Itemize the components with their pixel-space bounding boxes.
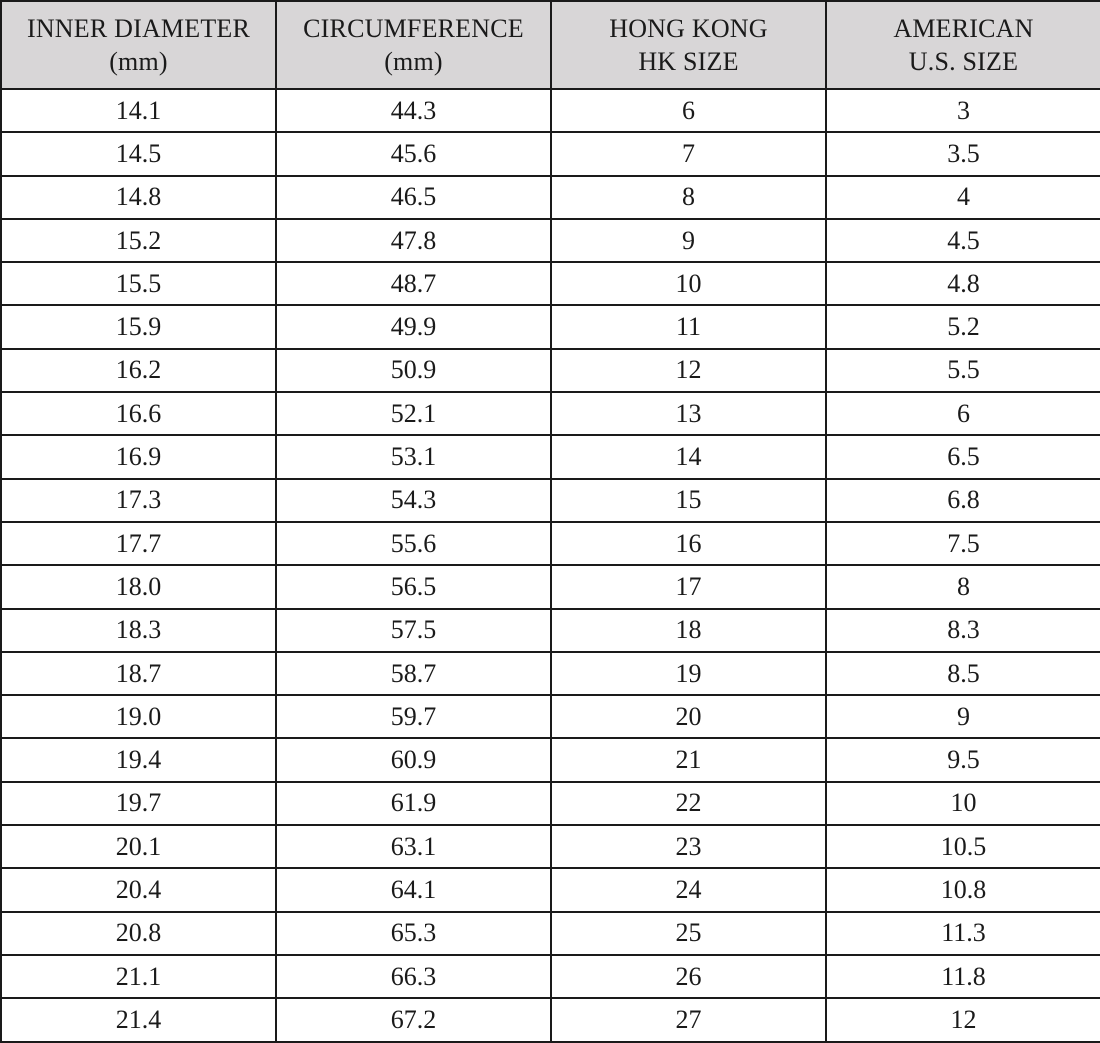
cell-us-size: 10.8 <box>826 868 1100 911</box>
cell-inner-diameter: 14.8 <box>1 176 276 219</box>
cell-inner-diameter: 20.1 <box>1 825 276 868</box>
cell-hk-size: 15 <box>551 479 826 522</box>
table-header <box>1 1 1100 89</box>
cell-hk-size: 17 <box>551 565 826 608</box>
cell-circumference: 55.6 <box>276 522 551 565</box>
cell-us-size: 6.8 <box>826 479 1100 522</box>
table-row <box>1 652 1100 695</box>
cell-us-size: 8.3 <box>826 609 1100 652</box>
table-row <box>1 176 1100 219</box>
table-row <box>1 305 1100 348</box>
cell-us-size: 6 <box>826 392 1100 435</box>
cell-us-size: 5.5 <box>826 349 1100 392</box>
table-row <box>1 998 1100 1041</box>
cell-hk-size: 8 <box>551 176 826 219</box>
table-row <box>1 738 1100 781</box>
cell-inner-diameter: 21.1 <box>1 955 276 998</box>
cell-inner-diameter: 15.2 <box>1 219 276 262</box>
table-row <box>1 89 1100 132</box>
cell-circumference: 49.9 <box>276 305 551 348</box>
table-row <box>1 782 1100 825</box>
cell-circumference: 57.5 <box>276 609 551 652</box>
table-row <box>1 522 1100 565</box>
table-row <box>1 262 1100 305</box>
cell-circumference: 46.5 <box>276 176 551 219</box>
cell-circumference: 48.7 <box>276 262 551 305</box>
cell-hk-size: 11 <box>551 305 826 348</box>
table-row <box>1 912 1100 955</box>
table-row <box>1 825 1100 868</box>
table-row <box>1 392 1100 435</box>
cell-us-size: 12 <box>826 998 1100 1041</box>
cell-inner-diameter: 20.8 <box>1 912 276 955</box>
cell-inner-diameter: 14.1 <box>1 89 276 132</box>
cell-hk-size: 27 <box>551 998 826 1041</box>
cell-circumference: 53.1 <box>276 435 551 478</box>
cell-inner-diameter: 21.4 <box>1 998 276 1041</box>
cell-hk-size: 18 <box>551 609 826 652</box>
cell-inner-diameter: 17.7 <box>1 522 276 565</box>
cell-us-size: 9.5 <box>826 738 1100 781</box>
cell-us-size: 7.5 <box>826 522 1100 565</box>
table-row <box>1 219 1100 262</box>
cell-us-size: 8.5 <box>826 652 1100 695</box>
cell-hk-size: 26 <box>551 955 826 998</box>
cell-hk-size: 16 <box>551 522 826 565</box>
cell-inner-diameter: 19.0 <box>1 695 276 738</box>
table-row <box>1 609 1100 652</box>
cell-hk-size: 23 <box>551 825 826 868</box>
cell-hk-size: 19 <box>551 652 826 695</box>
cell-inner-diameter: 19.7 <box>1 782 276 825</box>
cell-us-size: 4 <box>826 176 1100 219</box>
cell-hk-size: 9 <box>551 219 826 262</box>
table-row <box>1 435 1100 478</box>
table-row <box>1 955 1100 998</box>
cell-us-size: 5.2 <box>826 305 1100 348</box>
cell-inner-diameter: 16.6 <box>1 392 276 435</box>
header-inner-diameter <box>1 1 276 89</box>
cell-inner-diameter: 15.9 <box>1 305 276 348</box>
header-line: INNER DIAMETER <box>26 14 251 43</box>
cell-hk-size: 7 <box>551 132 826 175</box>
header-line: CIRCUMFERENCE <box>303 14 524 43</box>
table-row <box>1 868 1100 911</box>
cell-hk-size: 22 <box>551 782 826 825</box>
cell-hk-size: 10 <box>551 262 826 305</box>
cell-us-size: 11.3 <box>826 912 1100 955</box>
header-line: (mm) <box>109 47 168 76</box>
cell-circumference: 65.3 <box>276 912 551 955</box>
header-line: HK SIZE <box>638 47 739 76</box>
cell-circumference: 58.7 <box>276 652 551 695</box>
table-row <box>1 565 1100 608</box>
cell-us-size: 10 <box>826 782 1100 825</box>
cell-circumference: 61.9 <box>276 782 551 825</box>
cell-hk-size: 20 <box>551 695 826 738</box>
cell-inner-diameter: 18.0 <box>1 565 276 608</box>
cell-inner-diameter: 18.7 <box>1 652 276 695</box>
cell-circumference: 66.3 <box>276 955 551 998</box>
header-line: (mm) <box>384 47 443 76</box>
cell-circumference: 54.3 <box>276 479 551 522</box>
table-row <box>1 695 1100 738</box>
cell-inner-diameter: 17.3 <box>1 479 276 522</box>
cell-circumference: 59.7 <box>276 695 551 738</box>
cell-hk-size: 25 <box>551 912 826 955</box>
cell-us-size: 3 <box>826 89 1100 132</box>
cell-us-size: 4.5 <box>826 219 1100 262</box>
cell-circumference: 44.3 <box>276 89 551 132</box>
cell-circumference: 56.5 <box>276 565 551 608</box>
cell-us-size: 8 <box>826 565 1100 608</box>
cell-inner-diameter: 20.4 <box>1 868 276 911</box>
table-row <box>1 349 1100 392</box>
cell-hk-size: 12 <box>551 349 826 392</box>
header-line: U.S. SIZE <box>908 47 1019 76</box>
cell-hk-size: 14 <box>551 435 826 478</box>
table-row <box>1 479 1100 522</box>
cell-inner-diameter: 16.9 <box>1 435 276 478</box>
cell-circumference: 50.9 <box>276 349 551 392</box>
header-circumference <box>276 1 551 89</box>
cell-us-size: 6.5 <box>826 435 1100 478</box>
cell-circumference: 64.1 <box>276 868 551 911</box>
cell-hk-size: 6 <box>551 89 826 132</box>
cell-inner-diameter: 19.4 <box>1 738 276 781</box>
cell-us-size: 4.8 <box>826 262 1100 305</box>
header-hk-size <box>551 1 826 89</box>
table-body <box>1 89 1100 1042</box>
cell-hk-size: 21 <box>551 738 826 781</box>
cell-circumference: 63.1 <box>276 825 551 868</box>
cell-us-size: 3.5 <box>826 132 1100 175</box>
cell-inner-diameter: 14.5 <box>1 132 276 175</box>
header-line: HONG KONG <box>609 14 768 43</box>
cell-circumference: 47.8 <box>276 219 551 262</box>
cell-circumference: 67.2 <box>276 998 551 1041</box>
cell-inner-diameter: 15.5 <box>1 262 276 305</box>
header-line: AMERICAN <box>893 14 1034 43</box>
cell-circumference: 60.9 <box>276 738 551 781</box>
cell-us-size: 9 <box>826 695 1100 738</box>
cell-hk-size: 24 <box>551 868 826 911</box>
cell-us-size: 10.5 <box>826 825 1100 868</box>
header-us-size <box>826 1 1100 89</box>
cell-inner-diameter: 16.2 <box>1 349 276 392</box>
cell-inner-diameter: 18.3 <box>1 609 276 652</box>
cell-circumference: 52.1 <box>276 392 551 435</box>
cell-hk-size: 13 <box>551 392 826 435</box>
cell-circumference: 45.6 <box>276 132 551 175</box>
cell-us-size: 11.8 <box>826 955 1100 998</box>
header-row <box>1 1 1100 89</box>
table-row <box>1 132 1100 175</box>
